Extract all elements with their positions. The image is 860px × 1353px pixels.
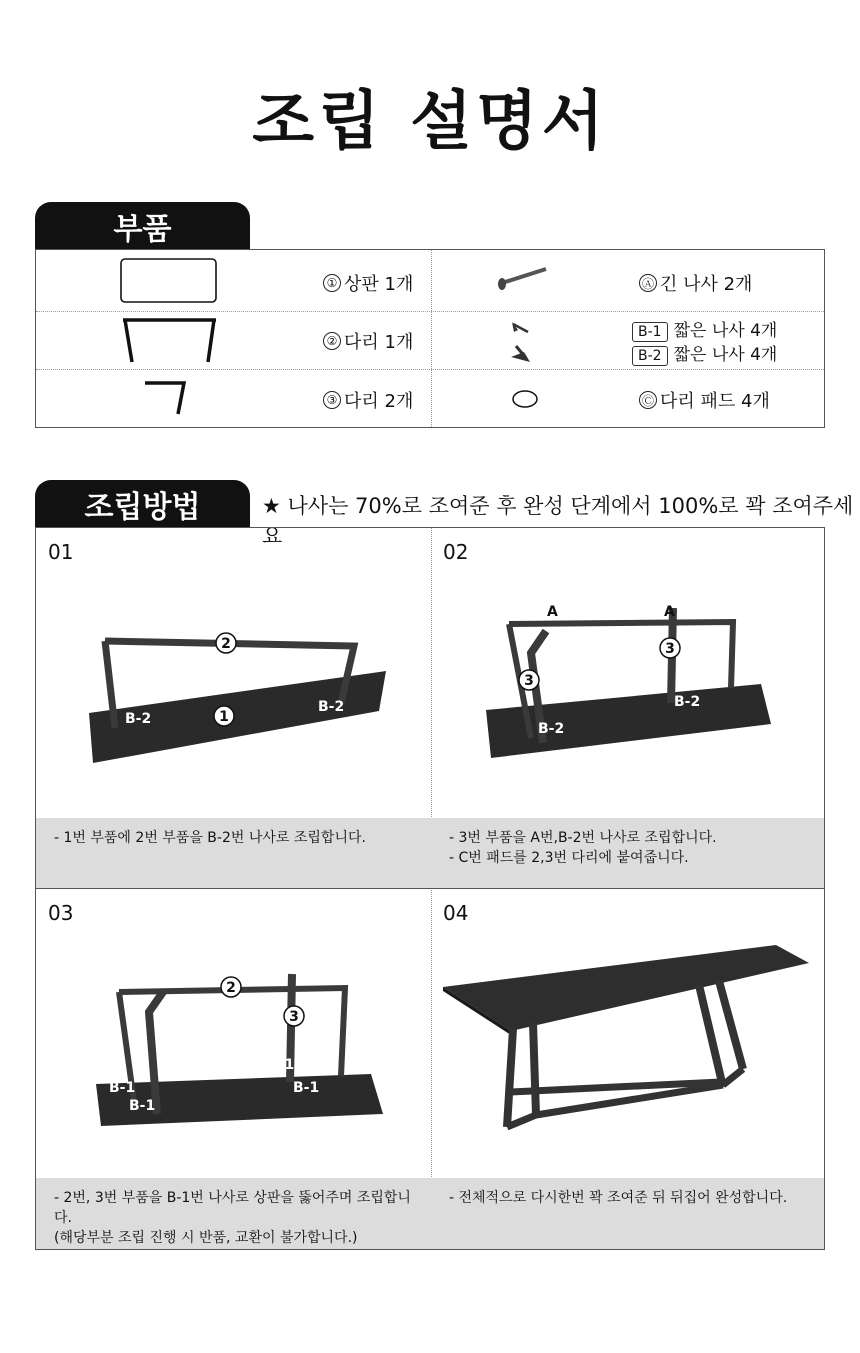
part-3-num: ③: [323, 391, 341, 409]
step-02-label-b2-right: B-2: [674, 694, 701, 710]
pad-part-image: [510, 388, 540, 410]
short-screw-b2-image: [508, 344, 534, 364]
part-1-num: ①: [323, 274, 341, 292]
long-screw-part-image: [496, 264, 552, 290]
parts-section-heading: 부품: [35, 202, 250, 250]
step-03-label-b1-b: B-1: [109, 1080, 136, 1096]
page-title: 조립 설명서: [252, 85, 608, 159]
step-number: 02: [443, 540, 469, 564]
step-01: [36, 528, 431, 888]
parts-table: [35, 249, 825, 428]
step-03-illustration: [91, 964, 391, 1134]
step-04: [431, 889, 824, 1249]
part-1-label: ① 상판 1개: [323, 270, 413, 296]
step-number: 04: [443, 901, 469, 925]
steps-grid: [35, 527, 825, 1250]
step-02-caption: - 3번 부품을 A번,B-2번 나사로 조립합니다. - C번 패드를 2,3번 다리에 붙여줍니다.: [431, 818, 824, 888]
step-03-mark-3: 3: [289, 1009, 299, 1025]
step-03-label-b1-a: B-1: [268, 1057, 295, 1073]
step-02-label-a-right: A: [664, 604, 675, 620]
step-02: [431, 528, 824, 888]
step-04-illustration: [441, 937, 816, 1152]
step-03-label-b1-c: B-1: [129, 1098, 156, 1114]
step-01-mark-2: 2: [221, 636, 231, 652]
step-01-label-b2-left: B-2: [125, 711, 152, 727]
tabletop-part-image: [120, 258, 218, 304]
step-02-mark-3-right: 3: [665, 641, 675, 657]
step-02-label-a-left: A: [547, 604, 558, 620]
short-screw-b1-image: [510, 320, 532, 336]
step-number: 01: [48, 540, 74, 564]
step-03-caption: - 2번, 3번 부품을 B-1번 나사로 상판을 뚫어주며 조립합니다. (해당부분 조립 진행 시 반품, 교환이 불가합니다.): [36, 1178, 431, 1249]
step-02-label-b2-left: B-2: [538, 721, 565, 737]
part-a-label: Ⓐ 긴 나사 2개: [639, 270, 752, 296]
part-c-label: Ⓒ 다리 패드 4개: [639, 387, 770, 413]
assembly-note: ★ 나사는 70%로 조여준 후 완성 단계에서 100%로 꽉 조여주세요: [262, 494, 854, 548]
step-03: [36, 889, 431, 1249]
step-01-mark-1: 1: [219, 709, 229, 725]
corner-leg-part-image: [142, 378, 192, 418]
method-section-heading: 조립방법: [35, 480, 250, 528]
step-number: 03: [48, 901, 74, 925]
step-02-illustration: [481, 598, 781, 763]
leg-frame-part-image: [120, 316, 220, 366]
step-02-mark-3-left: 3: [524, 673, 534, 689]
step-03-label-b1-d: B-1: [293, 1080, 320, 1096]
part-2-num: ②: [323, 332, 341, 350]
step-01-illustration: [81, 623, 401, 773]
step-01-label-b2-right: B-2: [318, 699, 345, 715]
part-b2-label: B-2 짧은 나사 4개: [632, 340, 777, 366]
part-2-label: ② 다리 1개: [323, 328, 413, 354]
part-3-label: ③ 다리 2개: [323, 387, 413, 413]
step-01-caption: - 1번 부품에 2번 부품을 B-2번 나사로 조립합니다.: [36, 818, 431, 888]
part-b1-label: B-1 짧은 나사 4개: [632, 316, 777, 342]
step-04-caption: - 전체적으로 다시한번 꽉 조여준 뒤 뒤집어 완성합니다.: [431, 1178, 824, 1249]
step-03-mark-2: 2: [226, 980, 236, 996]
part-a-num: Ⓐ: [639, 274, 657, 292]
part-c-num: Ⓒ: [639, 391, 657, 409]
